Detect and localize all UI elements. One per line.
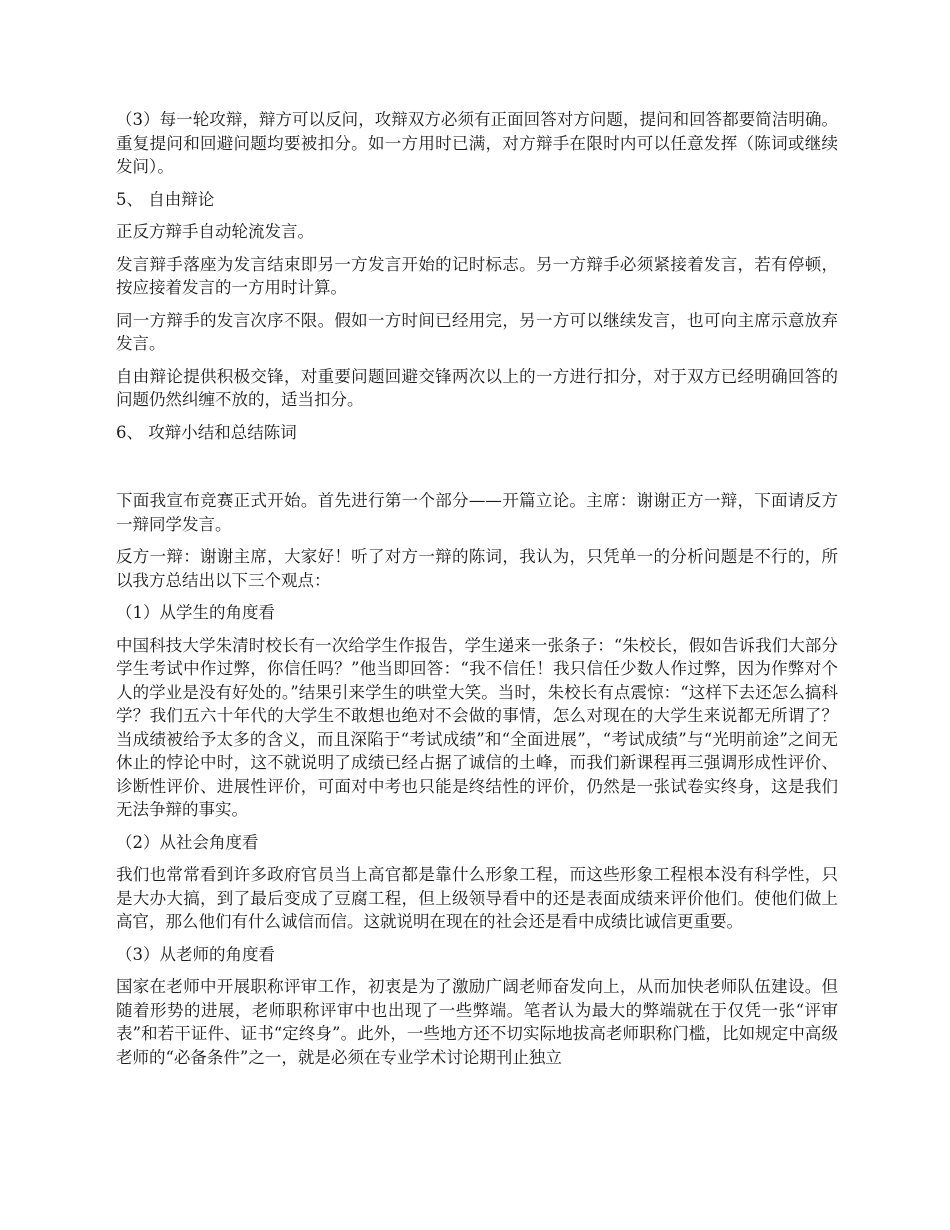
paragraph-timing-rule: 发言辩手落座为发言结束即另一方发言开始的记时标志。另一方辩手必须紧接着发言，若有停顿，按应接着发言的一方用时计算。: [116, 254, 838, 297]
subheading-teacher-view: （3）从老师的角度看: [116, 944, 275, 964]
paragraph-rule-3: （3）每一轮攻辩，辩方可以反问，攻辩双方必须有正面回答对方问题，提问和回答都要简洁明确。重复提问和回避问题均要被扣分。如一方用时已满，对方辩手在限时内可以任意发挥（陈词或继续发问）。: [116, 110, 838, 176]
section-heading-free-debate: 5、 自由辩论: [116, 189, 215, 209]
paragraph-teacher-view: 国家在老师中开展职称评审工作，初衷是为了激励广阔老师奋发向上，从而加快老师队伍建设。但随着形势的进展，老师职称评审中也出现了一些弊端。笔者认为最大的弊端就在于仅凭一张“评审表”和若干证件、证书“定终身”。此外，一些地方还不切实际地拔高老师职称门槛，比如规定中高级老师的“必备条件”之一，就是必须在专业学术讨论期刊止独立: [116, 977, 838, 1067]
section-heading-summary: 6、 攻辩小结和总结陈词: [116, 422, 297, 442]
section-spacer: [116, 453, 838, 489]
subheading-society-view: （2）从社会角度看: [116, 832, 259, 852]
paragraph-scoring-rule: 自由辩论提供积极交锋，对重要问题回避交锋两次以上的一方进行扣分，对于双方已经明确回答的问题仍然纠缠不放的，适当扣分。: [116, 366, 838, 409]
paragraph-student-view: 中国科技大学朱清时校长有一次给学生作报告，学生递来一张条子：“朱校长，假如告诉我们大部分学生考试中作过弊，你信任吗？”他当即回答：“我不信任！我只信任少数人作过弊，因为作弊对个人的学业是没有好处的。”结果引来学生的哄堂大笑。当时，朱校长有点震惊：“这样下去还怎么搞科学？我们五六十年代的大学生不敢想也绝对不会做的事情，怎么对现在的大学生来说都无所谓了？当成绩被给予太多的含义，而且深陷于“考试成绩”和“全面进展”，“考试成绩”与“光明前途”之间无休止的悖论中时，这不就说明了成绩已经占据了诚信的土峰，而我们新课程再三强调形成性评价、诊断性评价、进展性评价，可面对中考也只能是终结性的评价，仍然是一张试卷实终身，这是我们无法争辩的事实。: [116, 635, 838, 819]
subheading-student-view: （1）从学生的角度看: [116, 603, 275, 622]
paragraph-society-view: 我们也常常看到许多政府官员当上高官都是靠什么形象工程，而这些形象工程根本没有科学性，只是大办大搞，到了最后变成了豆腐工程，但上级领导看中的还是表面成绩来评价他们。使他们做上高官，那么他们有什么诚信而信。这就说明在现在的社会还是看中成绩比诚信更重要。: [116, 865, 838, 931]
paragraph-speaking-order: 同一方辩手的发言次序不限。假如一方时间已经用完，另一方可以继续发言，也可向主席示意放弃发言。: [116, 310, 838, 353]
paragraph-opening: 下面我宣布竞赛正式开始。首先进行第一个部分——开篇立论。主席：谢谢正方一辩，下面请反方一辩同学发言。: [116, 491, 838, 534]
paragraph-alternate-speaking: 正反方辩手自动轮流发言。: [116, 222, 314, 241]
paragraph-opposition-first: 反方一辩：谢谢主席，大家好！听了对方一辩的陈词，我认为，只凭单一的分析问题是不行的，所以我方总结出以下三个观点：: [116, 547, 838, 590]
document-page: [116, 108, 838, 1078]
